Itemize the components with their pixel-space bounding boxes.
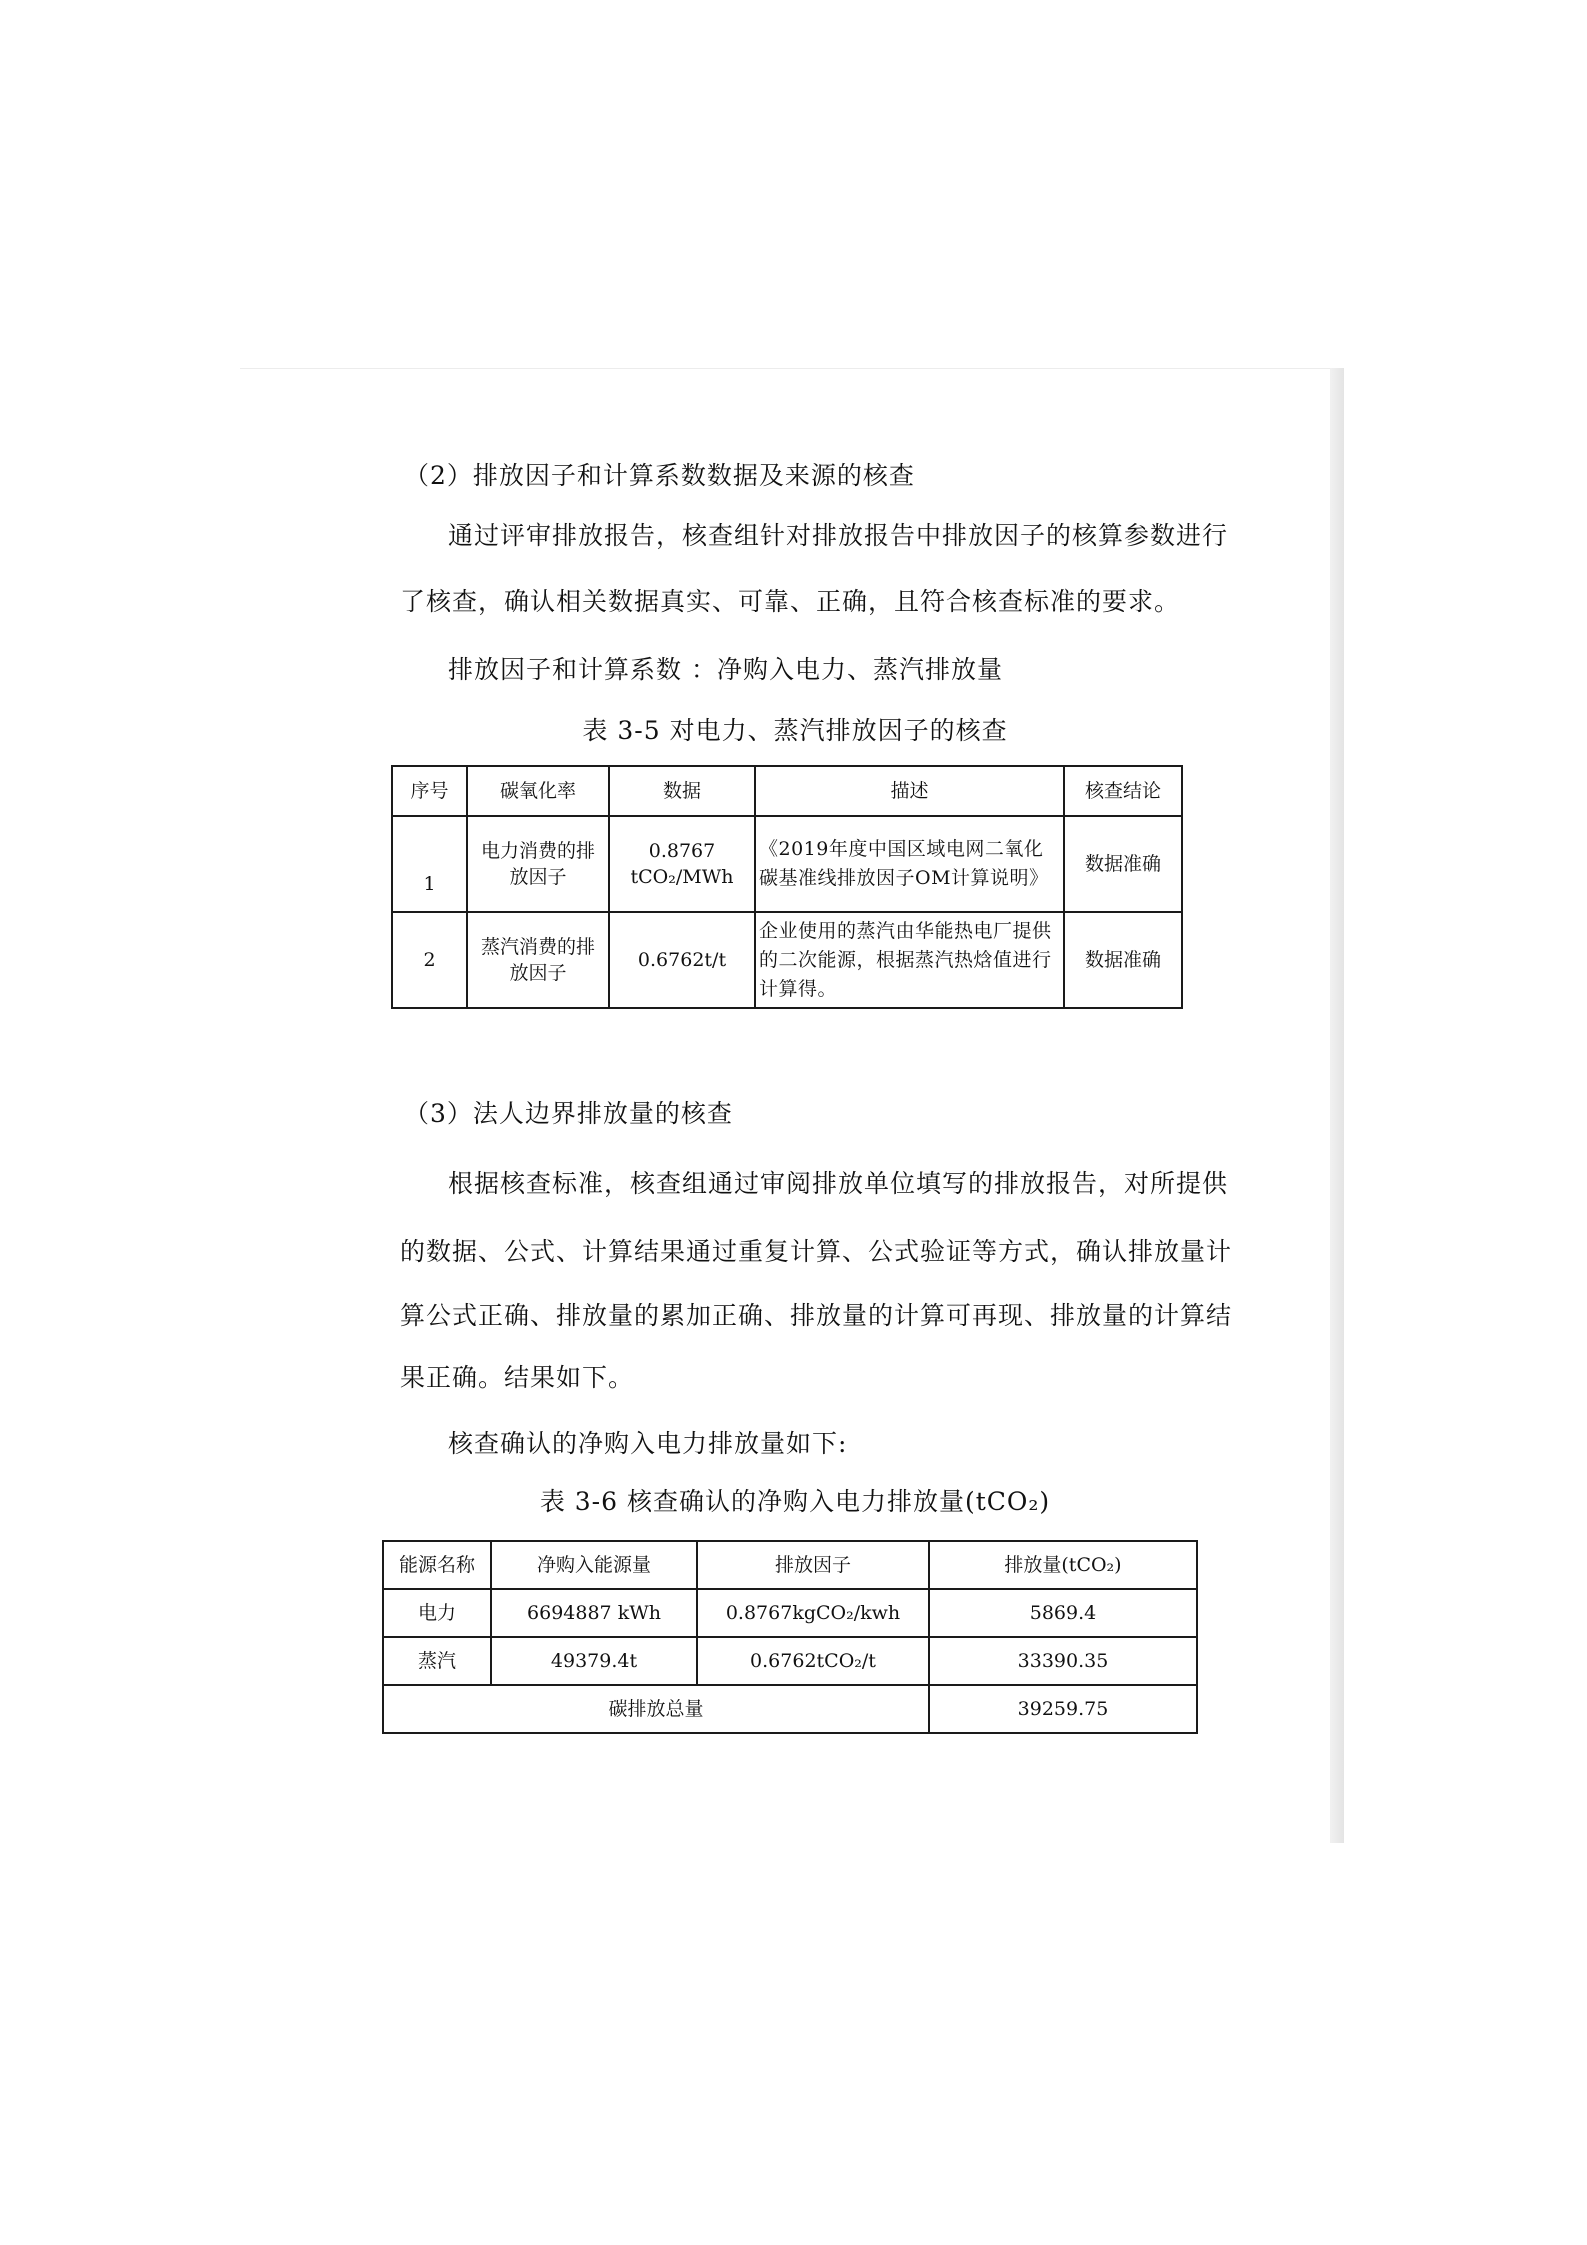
page-top-edge [240,368,1340,369]
emission-factor: 0.6762tCO₂/t [697,1637,929,1685]
section-3-paragraph-line-1: 根据核查标准，核查组通过审阅排放单位填写的排放报告，对所提供 [448,1169,1229,1198]
row-description: 《2019年度中国区域电网二氧化碳基准线排放因子OM计算说明》 [755,816,1064,912]
header-cell: 描述 [755,766,1064,816]
emission-factor: 0.8767kgCO₂/kwh [697,1589,929,1637]
energy-amount: 6694887 kWh [491,1589,697,1637]
header-cell: 排放因子 [697,1541,929,1589]
header-cell: 碳氧化率 [467,766,609,816]
table-3-5-header-row [392,766,1182,816]
table-3-6-caption: 表 3-6 核查确认的净购入电力排放量(tCO₂) [539,1487,1051,1516]
table-3-6 [382,1540,1198,1734]
row-description: 企业使用的蒸汽由华能热电厂提供的二次能源，根据蒸汽热焓值进行计算得。 [755,912,1064,1008]
row-number: 1 [392,816,467,912]
row-conclusion: 数据准确 [1064,816,1182,912]
page-right-edge [1330,368,1344,1843]
table-row [383,1589,1197,1637]
table-3-5 [391,765,1183,1009]
header-cell: 能源名称 [383,1541,491,1589]
total-value: 39259.75 [929,1685,1197,1733]
row-data [609,912,755,1008]
section-3-paragraph-line-4: 果正确。结果如下。 [400,1363,635,1392]
section-2-paragraph-line-2: 了核查，确认相关数据真实、可靠、正确，且符合核查标准的要求。 [400,587,1181,616]
row-number: 2 [392,912,467,1008]
section-3-sub-line: 核查确认的净购入电力排放量如下: [448,1429,848,1458]
header-cell: 净购入能源量 [491,1541,697,1589]
row-item: 蒸汽消费的排放因子 [467,912,609,1008]
total-label: 碳排放总量 [383,1685,929,1733]
header-cell: 核查结论 [1064,766,1182,816]
section-3-paragraph-line-2: 的数据、公式、计算结果通过重复计算、公式验证等方式，确认排放量计 [400,1237,1233,1266]
row-data [609,816,755,912]
table-total-row [383,1685,1197,1733]
table-3-5-caption: 表 3-5 对电力、蒸汽排放因子的核查 [582,716,1008,745]
header-cell: 排放量(tCO₂) [929,1541,1197,1589]
table-3-6-header-row [383,1541,1197,1589]
header-cell: 序号 [392,766,467,816]
energy-name: 蒸汽 [383,1637,491,1685]
section-2-heading: （2）排放因子和计算系数数据及来源的核查 [404,461,915,490]
row-item: 电力消费的排放因子 [467,816,609,912]
row-conclusion: 数据准确 [1064,912,1182,1008]
section-2-sub-line: 排放因子和计算系数 ：净购入电力、蒸汽排放量 [448,655,1003,684]
emission-value: 5869.4 [929,1589,1197,1637]
energy-name: 电力 [383,1589,491,1637]
energy-amount: 49379.4t [491,1637,697,1685]
section-3-heading: （3）法人边界排放量的核查 [404,1099,733,1128]
table-row [392,816,1182,912]
section-3-paragraph-line-3: 算公式正确、排放量的累加正确、排放量的计算可再现、排放量的计算结 [400,1301,1233,1330]
table-row [392,912,1182,1008]
row-data-unit: tCO₂/MWh [630,866,734,888]
row-data-value: 0.8767 [648,840,716,862]
section-2-paragraph-line-1: 通过评审排放报告，核查组针对排放报告中排放因子的核算参数进行 [448,521,1229,550]
row-data-value: 0.6762t/t [637,949,727,971]
header-cell: 数据 [609,766,755,816]
table-row [383,1637,1197,1685]
emission-value: 33390.35 [929,1637,1197,1685]
